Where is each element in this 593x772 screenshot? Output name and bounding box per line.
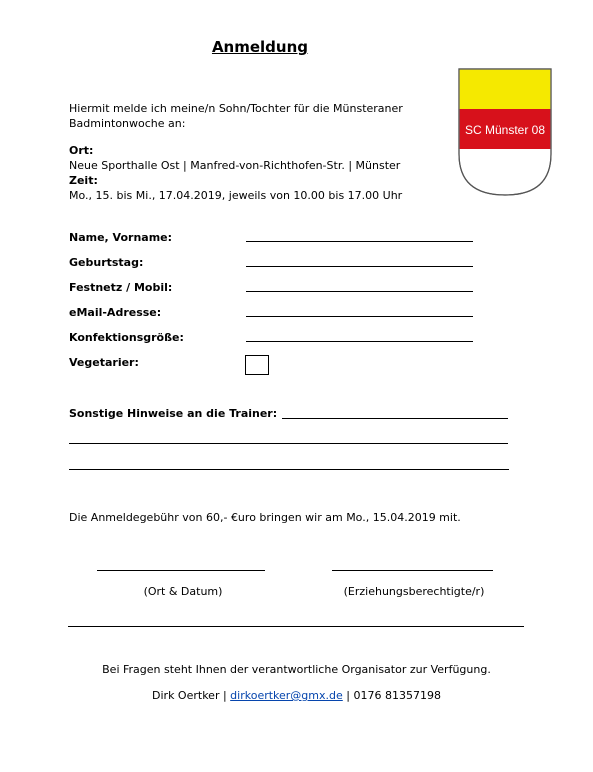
size-input-line[interactable]	[246, 341, 473, 342]
notes-line-3[interactable]	[69, 469, 509, 470]
email-label: eMail-Adresse:	[69, 306, 162, 319]
birthday-input-line[interactable]	[246, 266, 473, 267]
footer-contact: Dirk Oertker | dirkoertker@gmx.de | 0176 81357198	[152, 689, 441, 702]
zeit-value: Mo., 15. bis Mi., 17.04.2019, jeweils von 10.00 bis 17.00 Uhr	[69, 189, 403, 202]
fee-text: Die Anmeldegebühr von 60,- €uro bringen wir am Mo., 15.04.2019 mit.	[69, 511, 461, 524]
event-details	[69, 143, 449, 203]
footer-divider	[68, 626, 524, 627]
contact-phone: 0176 81357198	[353, 689, 441, 702]
guardian-signature-line[interactable]	[332, 570, 493, 571]
footer-text: Bei Fragen steht Ihnen der verantwortliche Organisator zur Verfügung.	[102, 663, 491, 676]
logo-yellow-band	[460, 70, 551, 109]
vegetarian-label: Vegetarier:	[69, 356, 139, 369]
phone-label: Festnetz / Mobil:	[69, 281, 173, 294]
notes-line-2[interactable]	[69, 443, 508, 444]
zeit-label: Zeit:	[69, 174, 98, 187]
size-label: Konfektionsgröße:	[69, 331, 184, 344]
notes-label: Sonstige Hinweise an die Trainer:	[69, 407, 278, 420]
email-input-line[interactable]	[246, 316, 473, 317]
vegetarian-checkbox[interactable]	[245, 355, 269, 375]
contact-email-link[interactable]: dirkoertker@gmx.de	[230, 689, 343, 702]
page-title: Anmeldung	[211, 38, 309, 56]
birthday-label: Geburtstag:	[69, 256, 144, 269]
logo-text: SC Münster 08	[464, 123, 546, 137]
notes-line-1[interactable]	[282, 418, 508, 419]
place-date-caption: (Ort & Datum)	[143, 585, 223, 598]
intro-text	[69, 101, 429, 131]
guardian-caption: (Erziehungsberechtigte/r)	[343, 585, 485, 598]
intro-line-1: Hiermit melde ich meine/n Sohn/Tochter für die Münsteraner	[69, 102, 403, 115]
name-input-line[interactable]	[246, 241, 473, 242]
ort-value: Neue Sporthalle Ost | Manfred-von-Richthofen-Str. | Münster	[69, 159, 401, 172]
phone-input-line[interactable]	[246, 291, 473, 292]
name-label: Name, Vorname:	[69, 231, 173, 244]
intro-line-2: Badmintonwoche an:	[69, 117, 186, 130]
club-logo	[458, 68, 552, 196]
contact-name: Dirk Oertker	[152, 689, 220, 702]
ort-label: Ort:	[69, 144, 94, 157]
place-date-line[interactable]	[97, 570, 265, 571]
